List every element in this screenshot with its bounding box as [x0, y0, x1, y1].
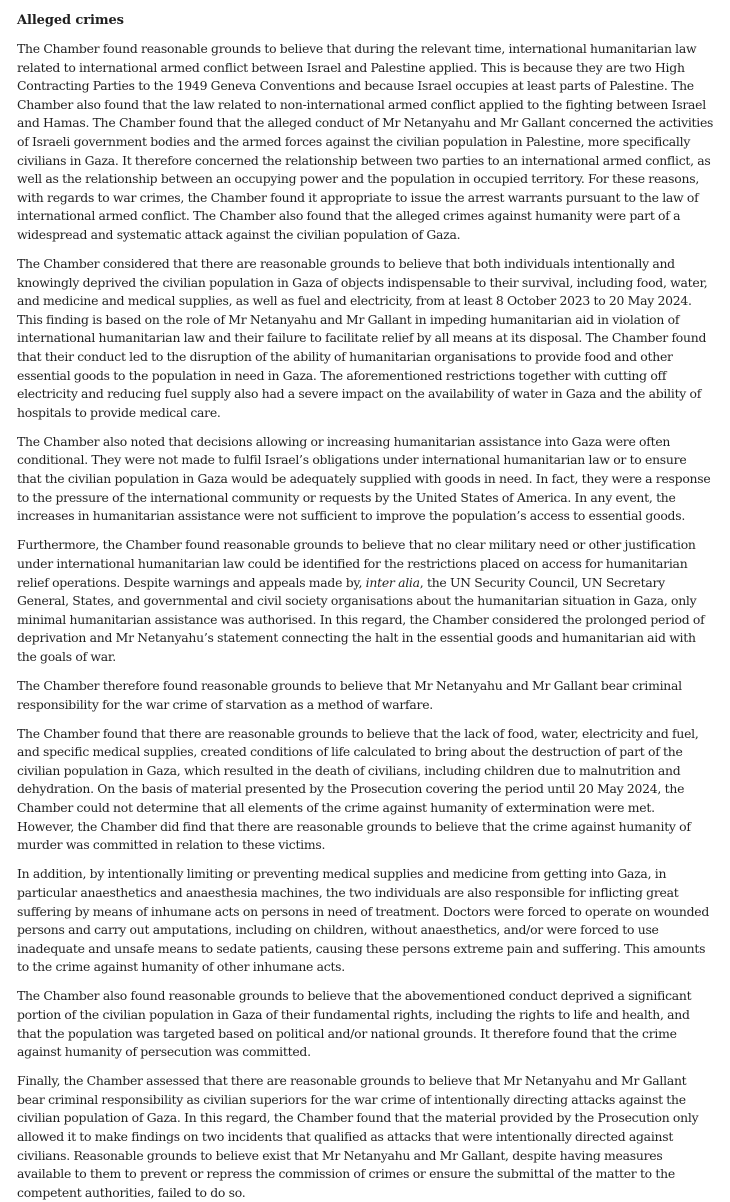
paragraph-applicable-law: The Chamber found reasonable grounds to believe that during the relevant time, international humanitarian law related to international armed conflict between Israel and Palestine applied. This is because they are two High Contracting Parties to the 1949 Geneva Conventions and because Israel occupies at least parts of Palestine. The Chamber also found that the law related to non-international armed conflict applied to the fighting between Israel and Hamas. The Chamber found that the alleged conduct of Mr Netanyahu and Mr Gallant concerned the activities of Israeli government bodies and the armed forces against the civilian population in Palestine, more specifically civilians in Gaza. It therefore concerned the relationship between two parties to an international armed conflict, as well as the relationship between an occupying power and the population in occupied territory. For these reasons, with regards to war crimes, the Chamber found it appropriate to issue the arrest warrants pursuant to the law of international armed conflict. The Chamber also found that the alleged crimes against humanity were part of a widespread and systematic attack against the civilian population of Gaza.	[17, 41, 714, 242]
paragraph-text: , the UN Security Council, UN Secretary General, States, and governmental and civil society organisations about the humanitarian situation in Gaza, only minimal humanitarian assistance was authorised. In this regard, the Chamber considered the prolonged period of deprivation and Mr Netanyahu’s statement connecting the halt in the essential goods and humanitarian aid with the goals of war.	[17, 574, 705, 664]
section-heading: Alleged crimes	[17, 13, 124, 28]
paragraph-attacks-civilians: Finally, the Chamber assessed that there are reasonable grounds to believe that Mr Netanyahu and Mr Gallant bear criminal responsibility as civilian superiors for the war crime of intentionally directing attacks against the civilian population of Gaza. In this regard, the Chamber found that the material provided by the Prosecution only allowed it to make findings on two incidents that qualified as attacks that were intentionally directed against civilians. Reasonable grounds to believe exist that Mr Netanyahu and Mr Gallant, despite having measures available to them to prevent or repress the commission of crimes or ensure the submittal of the matter to the competent authorities, failed to do so.	[17, 1073, 699, 1200]
paragraph-no-military-need	[17, 536, 714, 666]
paragraph-starvation: The Chamber therefore found reasonable grounds to believe that Mr Netanyahu and Mr Gallant bear criminal responsibility for the war crime of starvation as a method of warfare.	[17, 678, 682, 712]
paragraph-persecution: The Chamber also found reasonable grounds to believe that the abovementioned conduct deprived a significant portion of the civilian population in Gaza of their fundamental rights, including the rights to life and health, and that the population was targeted based on political and/or national grounds. It therefore found that the crime against humanity of persecution was committed.	[17, 988, 692, 1060]
paragraph-inhumane-acts: In addition, by intentionally limiting or preventing medical supplies and medicine from getting into Gaza, in particular anaesthetics and anaesthesia machines, the two individuals are also responsible for inflicting great suffering by means of inhumane acts on persons in need of treatment. Doctors were forced to operate on wounded persons and carry out amputations, including on children, without anaesthetics, and/or were forced to use inadequate and unsafe means to sedate patients, causing these persons extreme pain and suffering. This amounts to the crime against humanity of other inhumane acts.	[17, 866, 710, 975]
paragraph-conditional-assistance: The Chamber also noted that decisions allowing or increasing humanitarian assistance into Gaza were often conditional. They were not made to fulfil Israel’s obligations under international humanitarian law or to ensure that the civilian population in Gaza would be adequately supplied with goods in need. In fact, they were a response to the pressure of the international community or requests by the United States of America. In any event, the increases in humanitarian assistance were not sufficient to improve the population’s access to essential goods.	[17, 433, 711, 524]
paragraph-text: Furthermore, the Chamber found reasonable grounds to believe that no clear military need or other justification under international humanitarian law could be identified for the restrictions placed on access for humanitarian relief operations. Despite warnings and appeals made by,	[17, 537, 696, 590]
italic-term: inter alia	[365, 574, 420, 590]
paragraph-deprivation: The Chamber considered that there are reasonable grounds to believe that both individuals intentionally and knowingly deprived the civilian population in Gaza of objects indispensable to their survival, including food, water, and medicine and medical supplies, as well as fuel and electricity, from at least 8 October 2023 to 20 May 2024. This finding is based on the role of Mr Netanyahu and Mr Gallant in impeding humanitarian aid in violation of international humanitarian law and their failure to facilitate relief by all means at its disposal. The Chamber found that their conduct led to the disruption of the ability of humanitarian organisations to provide food and other essential goods to the population in need in Gaza. The aforementioned restrictions together with cutting off electricity and reducing fuel supply also had a severe impact on the availability of water in Gaza and the ability of hospitals to provide medical care.	[17, 256, 708, 420]
paragraph-murder: The Chamber found that there are reasonable grounds to believe that the lack of food, water, electricity and fuel, and specific medical supplies, created conditions of life calculated to bring about the destruction of part of the civilian population in Gaza, which resulted in the death of civilians, including children due to malnutrition and dehydration. On the basis of material presented by the Prosecution covering the period until 20 May 2024, the Chamber could not determine that all elements of the crime against humanity of extermination were met. However, the Chamber did find that there are reasonable grounds to believe that the crime against humanity of murder was committed in relation to these victims.	[17, 725, 699, 853]
